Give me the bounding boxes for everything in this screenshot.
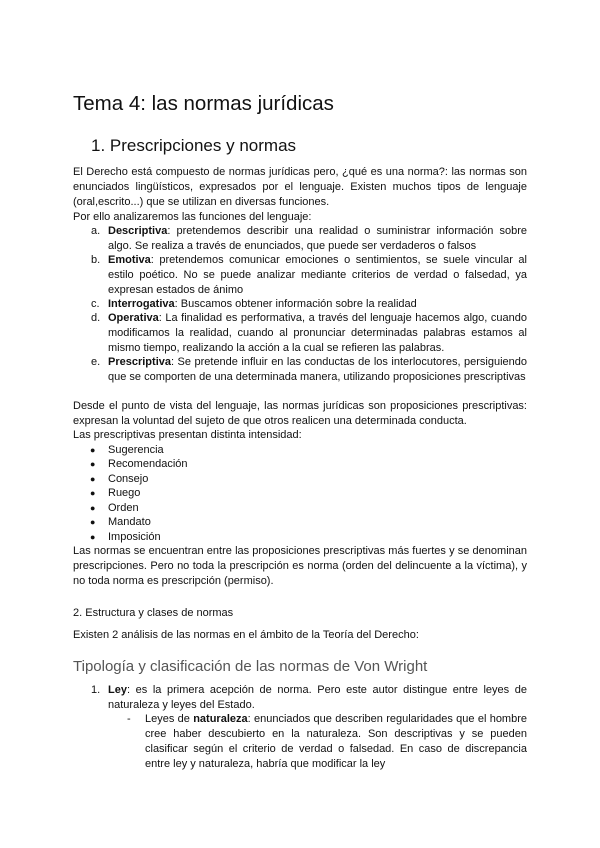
bullet-icon: ● — [90, 445, 96, 455]
list-label: d. — [91, 312, 101, 324]
list-item — [108, 311, 527, 356]
list-item — [108, 297, 527, 312]
section-2-intro: Existen 2 análisis de las normas en el ámbito de la Teoría del Derecho: — [73, 629, 419, 641]
list-item: Imposición — [108, 531, 161, 543]
list-item-term: Prescriptiva — [108, 356, 171, 368]
list-item-text: : pretendemos comunicar emociones o sentimientos, se suele vincular al estilo poético. No se puede analizar mediante criterios de verdad o falsedad, ya expresan estados de ánimo — [108, 254, 527, 296]
list-item-text: : Buscamos obtener información sobre la realidad — [174, 298, 417, 310]
list-item: Recomendación — [108, 458, 188, 470]
sub-list-item — [145, 712, 527, 772]
list-item-term: Ley — [108, 684, 127, 696]
list-item-term: Operativa — [108, 312, 159, 324]
sub-list-item-text: : enunciados que describen regularidades que el hombre cree haber descubierto en la naturaleza. Son descriptivas y se pueden clasificar según el criterio de verdad o falsedad. En caso de discrepancia entre ley y naturaleza, habría que modificar la ley — [145, 713, 527, 770]
list-item-text: : La finalidad es performativa, a través del lenguaje hacemos algo, cuando modificamos la realidad, cuando al pronunciar determinadas palabras estamos al mismo tiempo, realizando la acción a la cual se refieren las palabras. — [108, 312, 527, 354]
bullet-icon: ● — [90, 517, 96, 527]
list-label: a. — [91, 225, 101, 237]
intensity-intro: Las prescriptivas presentan distinta intensidad: — [73, 429, 302, 441]
list-item: Mandato — [108, 516, 151, 528]
list-item: Ruego — [108, 487, 141, 499]
list-item — [108, 253, 527, 298]
list-item-text: : es la primera acepción de norma. Pero este autor distingue entre leyes de naturaleza y leyes del Estado. — [108, 684, 527, 711]
list-label: 1. — [91, 684, 101, 696]
list-label: e. — [91, 356, 101, 368]
list-item — [108, 355, 527, 385]
sub-list-item-pre: Leyes de — [145, 713, 194, 725]
bullet-icon: ● — [90, 459, 96, 469]
bullet-icon: ● — [90, 503, 96, 513]
list-item: Sugerencia — [108, 444, 164, 456]
list-item-term: Emotiva — [108, 254, 151, 266]
bullet-icon: ● — [90, 488, 96, 498]
bullet-icon: ● — [90, 474, 96, 484]
list-item — [108, 683, 527, 713]
sub-list-item-term: naturaleza — [193, 713, 248, 725]
section-2-heading: 2. Estructura y clases de normas — [73, 607, 234, 619]
sub-list-dash: - — [127, 713, 131, 725]
section-1-heading: 1. Prescripciones y normas — [91, 136, 297, 155]
list-label: c. — [91, 298, 100, 310]
von-wright-subheading: Tipología y clasificación de las normas de Von Wright — [73, 658, 428, 675]
section-1-intro-2: Por ello analizaremos las funciones del lenguaje: — [73, 211, 312, 223]
normas-paragraph: Las normas se encuentran entre las proposiciones prescriptivas más fuertes y se denominan prescripciones. Pero no toda la prescripción es norma (orden del delincuente a la víctima), y no toda norma es prescripción (permiso). — [73, 545, 527, 587]
section-1-intro: El Derecho está compuesto de normas jurídicas pero, ¿qué es una norma?: las normas son enunciados lingüísticos, expresados por el lenguaje. Existen muchos tipos de lenguaje (oral,escrito...) que se utilizan en diversas funciones. — [73, 166, 527, 208]
list-item: Orden — [108, 502, 139, 514]
list-item-text: : pretendemos describir una realidad o suministrar información sobre algo. Se realiza a través de enunciados, que puede ser verdaderos o falsos — [108, 225, 527, 252]
bullet-icon: ● — [90, 532, 96, 542]
list-item-text: : Se pretende influir en las conductas de los interlocutores, persiguiendo que se comporten de una determinada manera, utilizando proposiciones prescriptivas — [108, 356, 527, 383]
list-label: b. — [91, 254, 101, 266]
list-item-term: Descriptiva — [108, 225, 168, 237]
list-item-term: Interrogativa — [108, 298, 175, 310]
list-item: Consejo — [108, 473, 149, 485]
list-item — [108, 224, 527, 254]
prescriptive-paragraph: Desde el punto de vista del lenguaje, las normas jurídicas son proposiciones prescriptivas: expresan la voluntad del sujeto de que otros realicen una determinada conducta. — [73, 400, 527, 427]
document-title: Tema 4: las normas jurídicas — [73, 92, 334, 115]
